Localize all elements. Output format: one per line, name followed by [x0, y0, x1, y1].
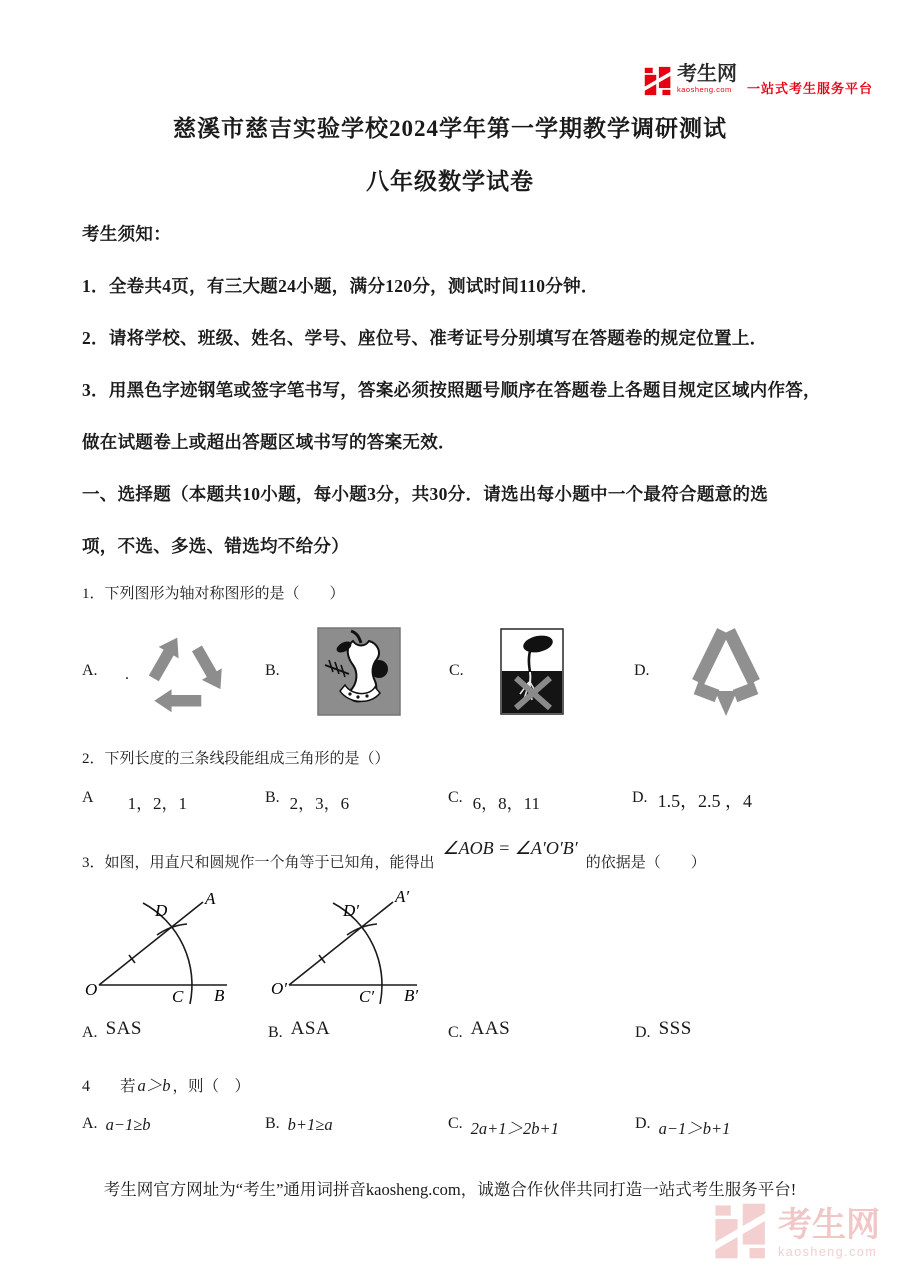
q3-option-c-value: AAS	[470, 1018, 511, 1039]
q3-option-b-label: B.	[268, 1024, 283, 1041]
notice-heading: 考生须知：	[82, 224, 171, 244]
q2-option-b	[265, 789, 349, 814]
question-2-text: 2．下列长度的三条线段能组成三角形的是（）	[82, 751, 390, 767]
figure-label-A: A	[205, 889, 216, 908]
figure-label-C: C	[172, 987, 184, 1006]
q3-option-a-label: A.	[82, 1024, 98, 1041]
question-1-text: 1．下列图形为轴对称图形的是（ ）	[82, 586, 345, 602]
footer-text: 考生网官方网址为“考生”通用词拼音kaosheng.com，诚邀合作伙伴共同打造一站式考生服务平台!	[103, 1180, 797, 1199]
q4-option-a	[82, 1115, 151, 1135]
watermark-domain: kaosheng.com	[778, 1245, 878, 1259]
q4-option-c	[448, 1115, 559, 1139]
notice-item-3b: 做在试题卷上或超出答题区域书写的答案无效．	[82, 432, 456, 452]
q4-math: a＞b	[137, 1076, 171, 1095]
q2-option-c	[448, 789, 540, 814]
q3-option-a	[82, 1018, 142, 1042]
q4-option-c-label: C.	[448, 1115, 463, 1132]
q4-option-a-value: a−1≥b	[105, 1115, 151, 1134]
kaosheng-logo-icon	[643, 66, 673, 101]
figure-label-O-prime: O′	[271, 979, 287, 998]
q4-option-c-value: 2a+1＞2b+1	[470, 1119, 559, 1138]
question-3-text	[82, 838, 706, 872]
figure-label-C-prime: C′	[359, 987, 375, 1006]
notice-item-2: 2．请将学校、班级、姓名、学号、座位号、准考证号分别填写在答题卷的规定位置上．	[82, 328, 768, 348]
q3-option-d	[635, 1018, 692, 1042]
q2-option-d	[632, 787, 752, 813]
q4-option-d-value: a−1＞b+1	[658, 1119, 731, 1138]
paper-title: 慈溪市慈吉实验学校2024学年第一学期教学调研测试	[173, 116, 727, 141]
q4-option-a-label: A.	[82, 1115, 98, 1132]
q1-option-d-label: D.	[634, 662, 650, 679]
section1-heading-line2: 项，不选、多选、错选均不给分）	[82, 536, 349, 556]
q2-option-a	[82, 789, 187, 814]
figure-label-B-prime: B′	[404, 986, 419, 1005]
q3-option-b-value: ASA	[290, 1018, 331, 1039]
q1-option-b-label: B.	[265, 662, 280, 679]
q2-option-b-value: 2，3，6	[289, 794, 350, 813]
q3-formula: ∠AOB = ∠A′O′B′	[442, 838, 578, 858]
q3-option-a-value: SAS	[105, 1018, 142, 1039]
brand-domain: kaosheng.com	[677, 85, 732, 94]
q3-option-c	[448, 1018, 510, 1042]
figure-label-A-prime: A′	[395, 888, 410, 906]
watermark-name: 考生网	[778, 1206, 880, 1244]
kaosheng-watermark-icon	[712, 1202, 770, 1265]
q4-pre: 若	[120, 1078, 136, 1095]
q4-option-d-label: D.	[635, 1115, 651, 1132]
no-seedling-symbol-image	[500, 628, 564, 720]
q4-option-d	[635, 1115, 730, 1139]
q4-option-b-label: B.	[265, 1115, 280, 1132]
notice-item-3a: 3．用黑色字迹钢笔或签字笔书写，答案必须按照题号顺序在答题卷上各题目规定区域内作答，	[82, 380, 821, 400]
q2-option-b-label: B.	[265, 789, 280, 806]
figure-label-O: O	[85, 980, 98, 999]
q1-stray-dot: .	[125, 666, 129, 683]
q4-option-b	[265, 1115, 333, 1135]
recycling-symbol-image	[136, 626, 232, 723]
brand-tagline: 一站式考生服务平台	[747, 81, 874, 96]
section1-heading-line1: 一、选择题（本题共10小题，每小题3分，共30分．请选出每小题中一个最符合题意的选	[82, 484, 769, 504]
figure-label-B: B	[214, 986, 225, 1005]
watermark	[712, 1202, 880, 1265]
header-brand	[643, 64, 873, 101]
food-waste-symbol-image	[317, 627, 401, 721]
paper-subtitle: 八年级数学试卷	[366, 169, 534, 194]
q2-option-d-label: D.	[632, 789, 648, 806]
q3-option-d-value: SSS	[658, 1018, 692, 1039]
triangle-arrow-symbol-image	[683, 623, 769, 724]
angle-construction-diagram-left	[85, 888, 235, 1018]
q2-option-c-label: C.	[448, 789, 463, 806]
q3-text-after: 的依据是（ ）	[585, 855, 706, 871]
q2-option-d-value: 1.5，2.5 ，4	[657, 791, 753, 811]
q3-figure	[85, 888, 431, 1018]
figure-label-D: D	[155, 901, 168, 920]
question-4-text	[82, 1072, 250, 1096]
q4-option-b-value: b+1≥a	[287, 1115, 333, 1134]
figure-label-D-prime: D′	[343, 901, 359, 920]
q4-number: 4	[82, 1078, 90, 1095]
q1-option-c-label: C.	[449, 662, 464, 679]
angle-construction-diagram-right	[271, 888, 431, 1018]
q3-option-c-label: C.	[448, 1024, 463, 1041]
q2-option-c-value: 6，8，11	[472, 794, 541, 813]
q3-option-d-label: D.	[635, 1024, 651, 1041]
q2-option-a-label: A	[82, 789, 94, 806]
q4-post: ，则（ ）	[172, 1078, 251, 1095]
notice-item-1: 1．全卷共4页，有三大题24小题，满分120分，测试时间110分钟．	[82, 276, 599, 296]
q1-option-a-label: A.	[82, 662, 98, 679]
brand-name: 考生网	[677, 63, 737, 85]
q3-option-b	[268, 1018, 330, 1042]
q3-text-before: 3．如图，用直尺和圆规作一个角等于已知角，能得出	[82, 855, 435, 871]
q2-option-a-value: 1，2，1	[127, 794, 188, 813]
